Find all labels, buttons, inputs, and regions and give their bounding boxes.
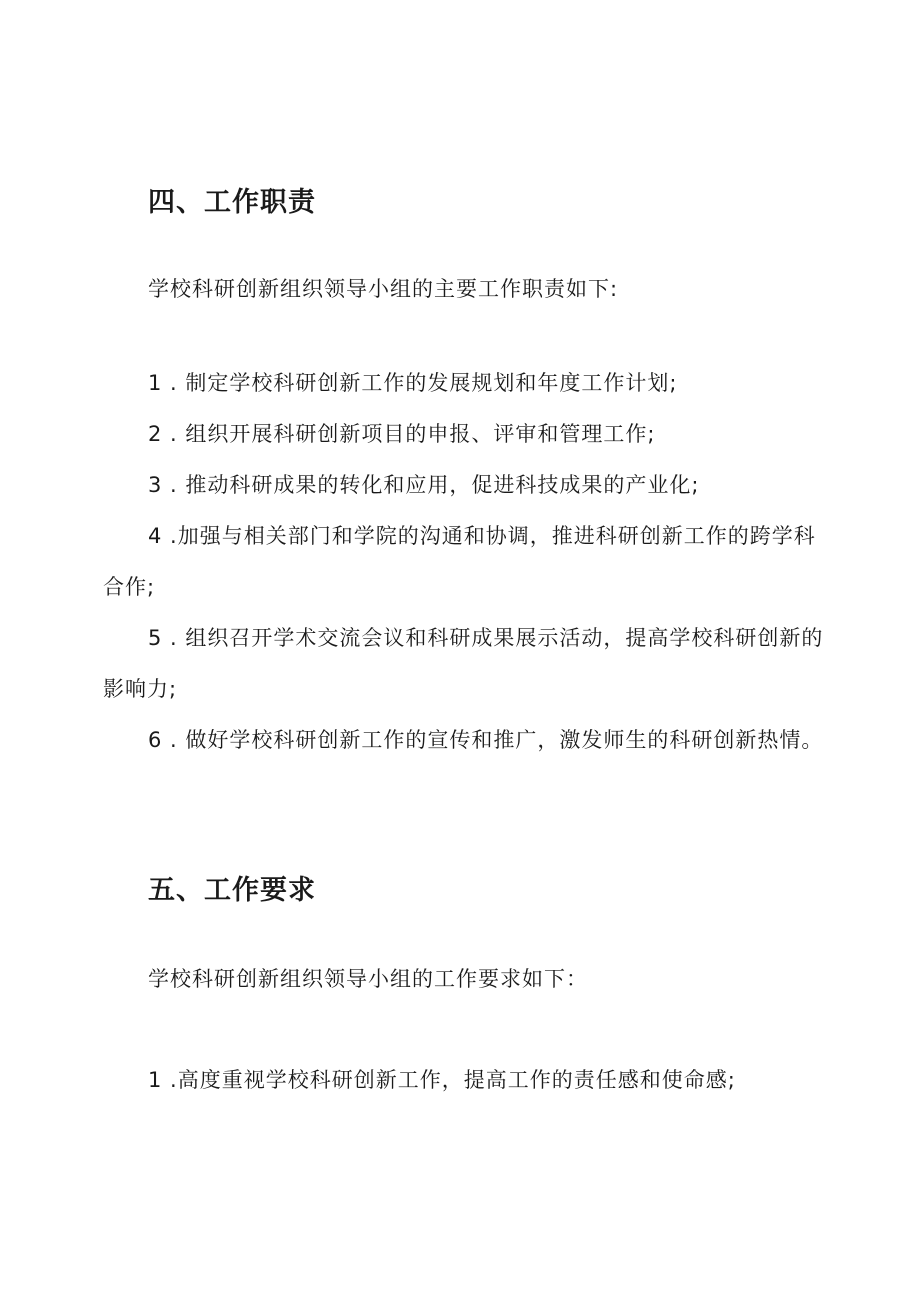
section-intro-requirements: 学校科研创新组织领导小组的工作要求如下： [148, 967, 588, 991]
duty-item-2: 2 . 组织开展科研创新项目的申报、评审和管理工作; [148, 422, 656, 446]
section-heading-duties: 四、工作职责 [148, 187, 316, 218]
duty-item-6: 6 . 做好学校科研创新工作的宣传和推广，激发师生的科研创新热情。 [148, 728, 824, 752]
requirement-item-1: 1 .高度重视学校科研创新工作，提高工作的责任感和使命感; [148, 1068, 736, 1092]
duty-item-3: 3 . 推动科研成果的转化和应用，促进科技成果的产业化; [148, 473, 700, 497]
duty-item-1: 1 . 制定学校科研创新工作的发展规划和年度工作计划; [148, 371, 678, 395]
duty-item-5: 5 . 组织召开学术交流会议和科研成果展示活动，提高学校科研创新的影响力; [103, 626, 824, 701]
section-intro-duties: 学校科研创新组织领导小组的主要工作职责如下: [148, 277, 619, 301]
section-heading-requirements: 五、工作要求 [148, 875, 316, 906]
duty-item-4: 4 .加强与相关部门和学院的沟通和协调，推进科研创新工作的跨学科合作; [103, 524, 816, 599]
